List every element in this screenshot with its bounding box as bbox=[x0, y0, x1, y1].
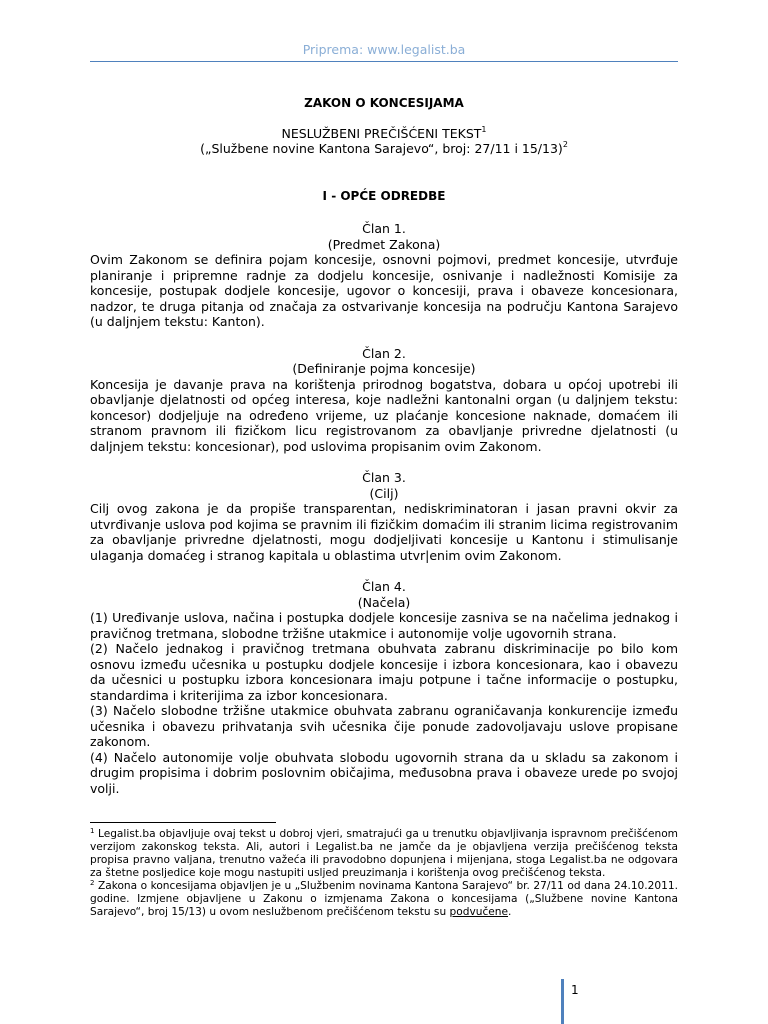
page-number: 1 bbox=[571, 983, 579, 997]
footnote-separator bbox=[90, 822, 276, 823]
header-divider bbox=[90, 61, 678, 62]
article-paragraph: Ovim Zakonom se definira pojam koncesije, osnovni pojmovi, predmet koncesije, utvrđuje planiranje i pripremne radnje za dodjelu koncesije, osnivanje i nadležnosti Komisije za koncesije, postupak dodjele koncesije, ugovor o koncesiji, prava i obaveze koncesionara, nadzor, te druga pitanja od značaja za ostvarivanje koncesija na području Kantona Sarajevo (u daljnjem tekstu: Kanton). bbox=[90, 252, 678, 329]
article-4 bbox=[90, 579, 678, 796]
underlined-word: podvučene bbox=[449, 906, 509, 918]
footnote-end: . bbox=[508, 906, 512, 918]
article-subheading: (Definiranje pojma koncesije) bbox=[292, 361, 476, 376]
article-heading: Član 2. bbox=[362, 345, 406, 361]
page-number-bar bbox=[561, 979, 564, 1024]
footnote-ref-1[interactable]: 1 bbox=[481, 124, 487, 134]
article-paragraph: Cilj ovog zakona je da propiše transparentan, nediskriminatoran i jasan pravni okvir za utvrđivanje uslova pod kojima se pravnim ili fizičkim domaćim ili stranim licima registrovanim za obavljanje privredne djelatnosti, mogu dodjeljivati koncesije u Kantonu i stimulisanje ulaganja domaćeg i stranog kapitala u oblastima utvr|enim ovim Zakonom. bbox=[90, 501, 678, 563]
footnote-1 bbox=[90, 828, 678, 880]
header-source-text: Priprema: www.legalist.ba bbox=[302, 42, 466, 57]
article-paragraph: (4) Načelo autonomije volje obuhvata slobodu ugovornih strana da u skladu sa zakonom i drugim propisima i dobrim poslovnim običajima, međusobna prava i obaveze urede po svojoj volji. bbox=[90, 749, 678, 796]
article-subheading: (Predmet Zakona) bbox=[327, 236, 441, 252]
article-1 bbox=[90, 221, 678, 330]
footnotes bbox=[90, 828, 678, 919]
article-subheading: (Cilj) bbox=[369, 485, 399, 501]
footnote-number: 1 bbox=[90, 827, 95, 835]
footnote-number: 2 bbox=[90, 879, 95, 887]
article-heading: Član 3. bbox=[362, 470, 406, 485]
article-paragraph: (3) Načelo slobodne tržišne utakmice obuhvata zabranu ograničavanja konkurencije između učesnika i obavezu prihvatanja svih učesnika čije ponude zadovoljavaju uslove propisane zakonom. bbox=[90, 703, 678, 749]
footnote-text: Legalist.ba objavljuje ovaj tekst u dobroj vjeri, smatrajući ga u trenutku objavljivanja ispravnom prečišćenom verzijom zakonskog teksta. Ali, autori i Legalist.ba ne jamče da je objavljena verzija prečišćenog teksta propisa pravno valjana, trenutno važeća ili pravodobno dopunjena i mijenjana, stoga Legalist.ba ne odgovara za štetne posljedice koje mogu nastupiti usljed preuzimanja i korištenja ovog prečišćenog teksta. bbox=[90, 828, 678, 879]
article-paragraph: (2) Načelo jednakog i pravičnog tretmana obuhvata zabranu diskriminacije po bilo kom osnovu između učesnika u postupku dodjele koncesije i izbora koncesionara, kao i obavezu da učesnici u postupku izbora koncesionara imaju potpune i tačne informacije o postupku, standardima i kriterijima za izbor koncesionara. bbox=[90, 641, 678, 703]
article-3 bbox=[90, 470, 678, 563]
document-subtitle-line2 bbox=[90, 141, 678, 157]
article-heading: Član 4. bbox=[362, 579, 406, 594]
section-title: I - OPĆE ODREDBE bbox=[322, 188, 446, 203]
gazette-reference: („Službene novine Kantona Sarajevo“, broj: 27/11 i 15/13) bbox=[200, 141, 563, 156]
document-title: ZAKON O KONCESIJAMA bbox=[304, 96, 464, 110]
article-paragraph: Koncesija je davanje prava na korištenja prirodnog bogatstva, dobara u općoj upotrebi ili obavljanje djelatnosti od općeg interesa, koje nadležni kantonalni organ (u daljnjem tekstu: koncesor) dodjeljuje na određeno vrijeme, uz plaćanje koncesione naknade, domaćem ili stranom pravnom ili fizičkom licu registrovanom za obavljanje privredne djelatnosti (u daljnjem tekstu: koncesionar), pod uslovima propisanim ovim Zakonom. bbox=[90, 376, 678, 454]
article-heading: Član 1. bbox=[362, 221, 406, 236]
article-subheading: (Načela) bbox=[357, 594, 411, 610]
article-paragraph: (1) Uređivanje uslova, načina i postupka dodjele koncesije zasniva se na načelima jednakog i pravičnog tretmana, slobodne tržišne utakmice i autonomije volje ugovornih strana. bbox=[90, 610, 678, 641]
footnote-2 bbox=[90, 880, 678, 919]
footnote-ref-2[interactable]: 2 bbox=[562, 140, 568, 149]
footnote-text: Zakona o koncesijama objavljen je u „Službenim novinama Kantona Sarajevo“ br. 27/11 od dana 24.10.2011. godine. Izmjene objavljene u Zakonu o izmjenama Zakona o koncesijama („Službene novine Kantona Sarajevo“, broj 15/13) u ovom neslužbenom prečišćenom tekstu su bbox=[90, 880, 678, 918]
article-2 bbox=[90, 346, 678, 455]
subtitle-text: NESLUŽBENI PREČIŠĆENI TEKST bbox=[281, 125, 482, 141]
document-subtitle-line1 bbox=[90, 126, 678, 142]
document-body bbox=[90, 96, 678, 812]
